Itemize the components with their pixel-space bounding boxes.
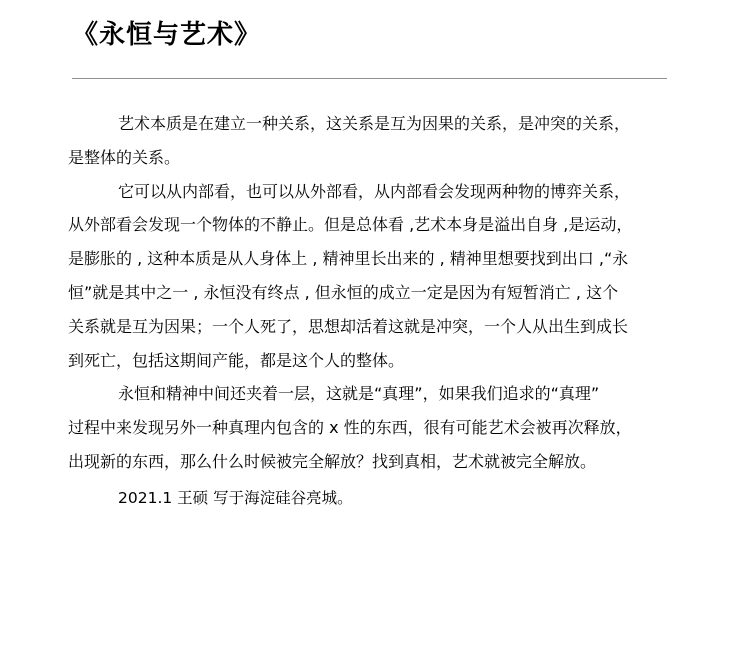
signature-line: 2021.1 王硕 写于海淀硅谷亮城。 [118,488,353,507]
paragraph-3-line-1: 永恒和精神中间还夹着一层，这就是“真理”，如果我们追求的“真理” [118,384,600,404]
paragraph-2-line-2: 从外部看会发现一个物体的不静止。但是总体看 ,艺术本身是溢出自身 ,是运动， [68,215,633,235]
paragraph-1-line-1: 艺术本质是在建立一种关系，这关系是互为因果的关系，是冲突的关系， [118,114,631,133]
page-title: 《永恒与艺术》 [72,20,262,50]
paragraph-2-line-5: 关系就是互为因果；一个人死了，思想却活着这就是冲突，一个人从出生到成长 [68,316,629,336]
paragraph-1-line-2: 是整体的关系。 [68,147,181,167]
paragraph-2-line-1: 它可以从内部看，也可以从外部看，从内部看会发现两种物的博弈关系， [118,181,631,201]
paragraph-2-line-6: 到死亡，包括这期间产能，都是这个人的整体。 [68,350,405,370]
paragraph-3-line-2: 过程中来发现另外一种真理内包含的 x 性的东西，很有可能艺术会被再次释放， [68,418,632,438]
paragraph-3-line-3: 出现新的东西，那么什么时候被完全解放？找到真相，艺术就被完全解放。 [68,451,597,471]
paragraph-2-line-4: 恒”就是其中之一 , 永恒没有终点 , 但永恒的成立一定是因为有短暂消亡 , 这个 [68,282,619,302]
title-divider [72,78,667,79]
paragraph-2-line-3: 是膨胀的 , 这种本质是从人身体上 , 精神里长出来的 , 精神里想要找到出口 ,“永 [68,249,629,269]
document-body [68,107,668,516]
